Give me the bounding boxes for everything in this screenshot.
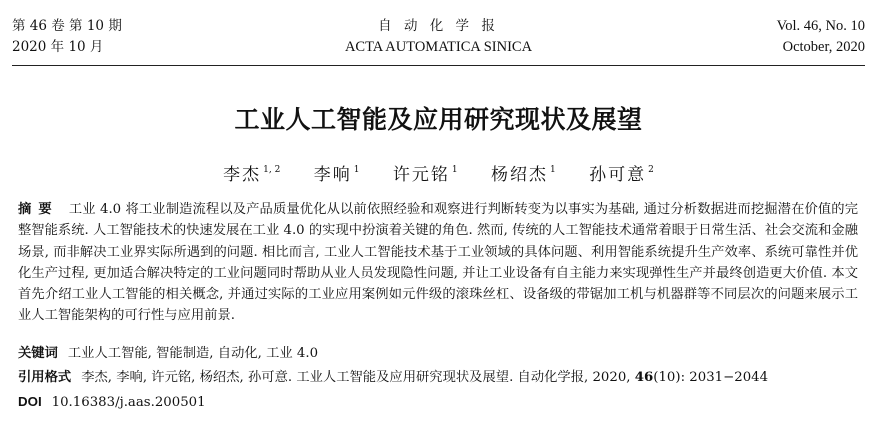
doi	[18, 392, 868, 413]
doi-label: DOI	[18, 394, 42, 409]
author-affiliation: 2	[648, 165, 654, 175]
author[interactable]	[223, 165, 280, 185]
journal-name-cn: 自 动 化 学 报	[378, 18, 499, 34]
author-name: 李杰	[223, 165, 262, 185]
author[interactable]	[393, 165, 458, 185]
doi-link[interactable]: 10.16383/j.aas.200501	[51, 395, 206, 410]
journal-name-en: ACTA AUTOMATICA SINICA	[344, 39, 533, 55]
date-cn: 2020 年 10 月	[12, 39, 104, 55]
author-name: 李响	[313, 165, 352, 185]
author-affiliation: 1	[550, 165, 556, 175]
citation-volume: 46	[634, 370, 654, 385]
author-affiliation: 1, 2	[263, 165, 281, 175]
header-center	[12, 16, 865, 58]
citation	[18, 368, 868, 388]
volume-issue-en: Vol. 46, No. 10	[776, 18, 865, 34]
header-right	[777, 16, 865, 58]
volume-issue-cn: 第 46 卷 第 10 期	[12, 18, 122, 34]
author[interactable]	[491, 165, 556, 185]
abstract	[18, 199, 858, 327]
paper-title: 工业人工智能及应用研究现状及展望	[234, 105, 643, 134]
abstract-text: 工业 4.0 将工业制造流程以及产品质量优化从以前依照经验和观察进行判断转变为以事实为基础, 通过分析数据进而挖掘潜在价值的完整智能系统. 人工智能技术的快速发展在工业 4.0 的实现中扮演着关键的角色. 然而, 传统的人工智能技术通常着眼于日常生活、社会交流和金融场景, 而非解决工业界实际所遇到的问题. 相比而言, 工业人工智能技术基于工业领域的具体问题、利用智能系统提升生产效率、系统可靠性并优化生产过程, 更加适合解决特定的工业问题同时帮助从业人员发现隐性问题, 并让工业设备有自主能力来实现弹性生产并最终创造更大价值. 本文首先介绍工业人工智能的相关概念, 并通过实际的工业应用案例如元件级的滚珠丝杠、设备级的带锯加工机与机器群等不同层次的问题来展示工业人工智能架构的可行性与应用前景.	[18, 202, 858, 324]
author[interactable]	[314, 165, 360, 185]
keywords	[18, 344, 868, 364]
date-en: October, 2020	[782, 39, 865, 55]
abstract-label: 摘要	[18, 202, 59, 217]
keywords-text: 工业人工智能, 智能制造, 自动化, 工业 4.0	[67, 346, 319, 361]
author-affiliation: 1	[353, 165, 360, 175]
author-affiliation: 1	[451, 165, 458, 175]
author-name: 许元铭	[392, 165, 450, 185]
citation-text: 李杰, 李响, 许元铭, 杨绍杰, 孙可意. 工业人工智能及应用研究现状及展望. 自动化学报, 2020,	[81, 370, 631, 385]
citation-label: 引用格式	[18, 370, 72, 385]
author-name: 孙可意	[589, 165, 647, 185]
keywords-label: 关键词	[18, 346, 58, 361]
author-name: 杨绍杰	[491, 165, 548, 185]
author[interactable]	[589, 165, 654, 185]
citation-issue-pages: (10): 2031−2044	[653, 370, 769, 385]
author-list	[0, 160, 877, 185]
header-divider	[12, 65, 865, 66]
journal-header	[12, 16, 865, 62]
